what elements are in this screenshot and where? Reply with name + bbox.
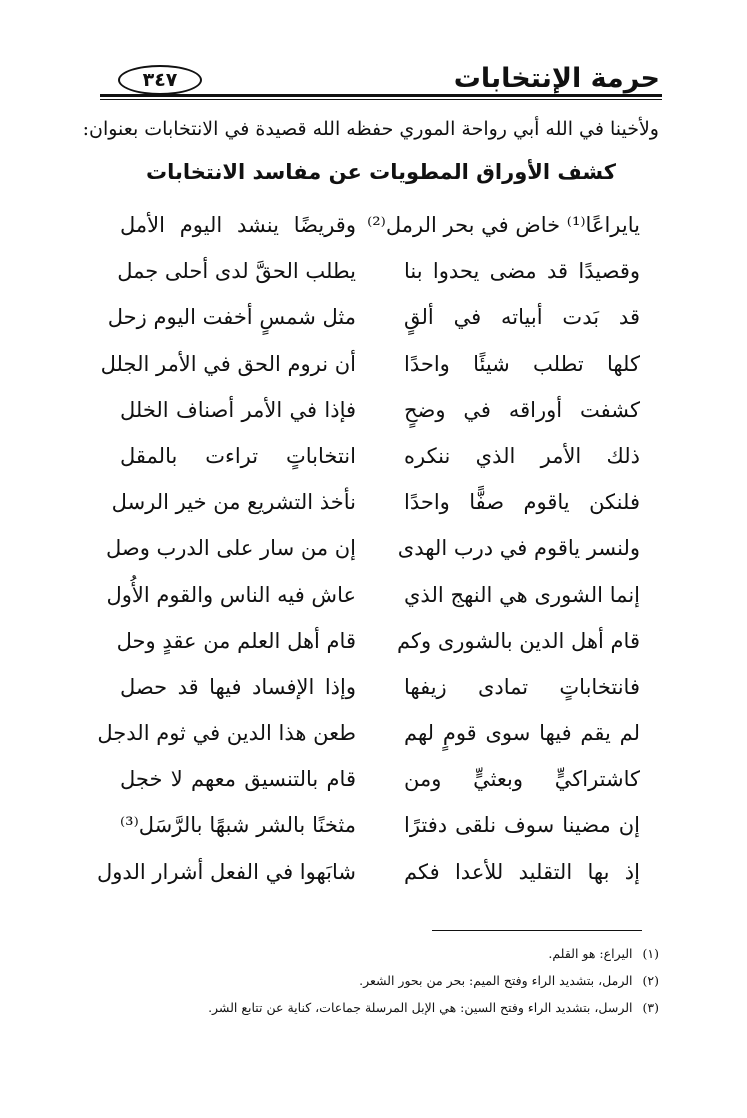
verse-first-hemistich: إن مضينا سوف نلقى دفترًا xyxy=(404,813,640,838)
verse-second-hemistich: إن من سار على الدرب وصل xyxy=(105,536,356,561)
verse xyxy=(97,713,640,759)
verse xyxy=(100,344,640,390)
verse-second-hemistich: مثل شمسٍ أخفت اليوم زحل xyxy=(107,305,356,330)
verse-second-hemistich: قام بالتنسيق معهم لا خجل xyxy=(120,767,356,792)
verse-first-hemistich: قام أهل الدين بالشورى وكم xyxy=(397,628,640,653)
verse-first-hemistich: فانتخاباتٍ تمادى زيفها xyxy=(404,674,640,699)
verse-second-hemistich: يطلب الحقَّ لدى أحلى جمل xyxy=(117,259,356,284)
footnote-separator xyxy=(432,930,642,931)
verse-first-hemistich: يايراعًا⁽¹⁾ خاض في بحر الرمل⁽²⁾ xyxy=(367,213,640,237)
verse-first-hemistich: كاشتراكيٍّ وبعثيٍّ ومن xyxy=(404,767,640,792)
verse xyxy=(120,436,640,482)
verse xyxy=(120,805,640,851)
footnote-mark: (١) xyxy=(642,946,659,961)
verse-second-hemistich: أن نروم الحق في الأمر الجلل xyxy=(100,351,356,376)
verse-first-hemistich: قد بَدت أبياته في ألقٍ xyxy=(404,305,640,330)
verse-first-hemistich: كلها تطلب شيئًا واحدًا xyxy=(404,351,640,376)
footnote xyxy=(99,940,659,967)
verse xyxy=(120,205,640,251)
verse-first-hemistich: إنما الشورى هي النهج الذي xyxy=(404,582,640,607)
header-rule-thick xyxy=(100,94,662,97)
verse-first-hemistich: إذ بها التقليد للأعدا فكم xyxy=(404,859,640,884)
verse xyxy=(111,482,640,528)
verse-first-hemistich: لم يقم فيها سوى قومٍ لهم xyxy=(404,721,640,746)
verse xyxy=(120,390,640,436)
verse-first-hemistich: ولنسر ياقوم في درب الهدى xyxy=(397,536,640,561)
page-number-badge: ٣٤٧ xyxy=(118,65,202,95)
verse-first-hemistich: فلنكن ياقوم صفًّا واحدًا xyxy=(404,490,640,515)
verse-second-hemistich: وإذا الإفساد فيها قد حصل xyxy=(120,674,356,699)
verse xyxy=(105,528,640,574)
verse xyxy=(120,667,640,713)
footnote xyxy=(99,967,659,994)
verse-second-hemistich: قام أهل العلم من عقدٍ وحل xyxy=(116,628,356,653)
poem-title: كشف الأوراق المطويات عن مفاسد الانتخابات xyxy=(146,160,616,184)
verse-second-hemistich: شابَهوا في الفعل أشرار الدول xyxy=(97,859,356,884)
footnote-mark: (٢) xyxy=(642,973,659,988)
verse-first-hemistich: وقصيدًا قد مضى يحدوا بنا xyxy=(404,259,640,284)
footnotes xyxy=(99,940,659,1021)
footnote-mark: (٣) xyxy=(642,1000,659,1015)
running-title: حرمة الإنتخابات xyxy=(453,63,660,94)
header-rule-thin xyxy=(100,99,662,100)
verse-second-hemistich: فإذا في الأمر أصناف الخلل xyxy=(120,397,356,422)
intro-text: ولأخينا في الله أبي رواحة الموري حفظه الله قصيدة في الانتخابات بعنوان: xyxy=(82,118,659,140)
poem xyxy=(97,205,640,898)
verse-second-hemistich: انتخاباتٍ تراءت بالمقل xyxy=(120,443,356,468)
footnote-text: اليراع: هو القلم. xyxy=(548,946,633,961)
verse-first-hemistich: ذلك الأمر الذي ننكره xyxy=(404,443,640,468)
verse-second-hemistich: طعن هذا الدين في ثوم الدجل xyxy=(97,721,356,746)
verse xyxy=(120,759,640,805)
verse-second-hemistich: نأخذ التشريع من خير الرسل xyxy=(111,490,356,515)
verse-second-hemistich: عاش فيه الناس والقوم الأُول xyxy=(106,582,356,607)
verse xyxy=(116,621,640,667)
verse-second-hemistich: وقريضًا ينشد اليوم الأمل xyxy=(120,213,356,237)
footnote-text: الرمل، بتشديد الراء وفتح الميم: بحر من بحور الشعر. xyxy=(359,973,633,988)
verse xyxy=(97,852,640,898)
footnote-text: الرسل، بتشديد الراء وفتح السين: هي الإبل المرسلة جماعات، كناية عن تتابع الشر. xyxy=(208,1000,633,1015)
verse xyxy=(107,297,640,343)
verse-second-hemistich: مثخنًا بالشر شبهًا بالرَّسَل⁽³⁾ xyxy=(120,813,356,838)
verse xyxy=(106,575,640,621)
footnote xyxy=(99,994,659,1021)
verse-first-hemistich: كشفت أوراقه في وضحٍ xyxy=(404,397,640,422)
verse xyxy=(117,251,640,297)
